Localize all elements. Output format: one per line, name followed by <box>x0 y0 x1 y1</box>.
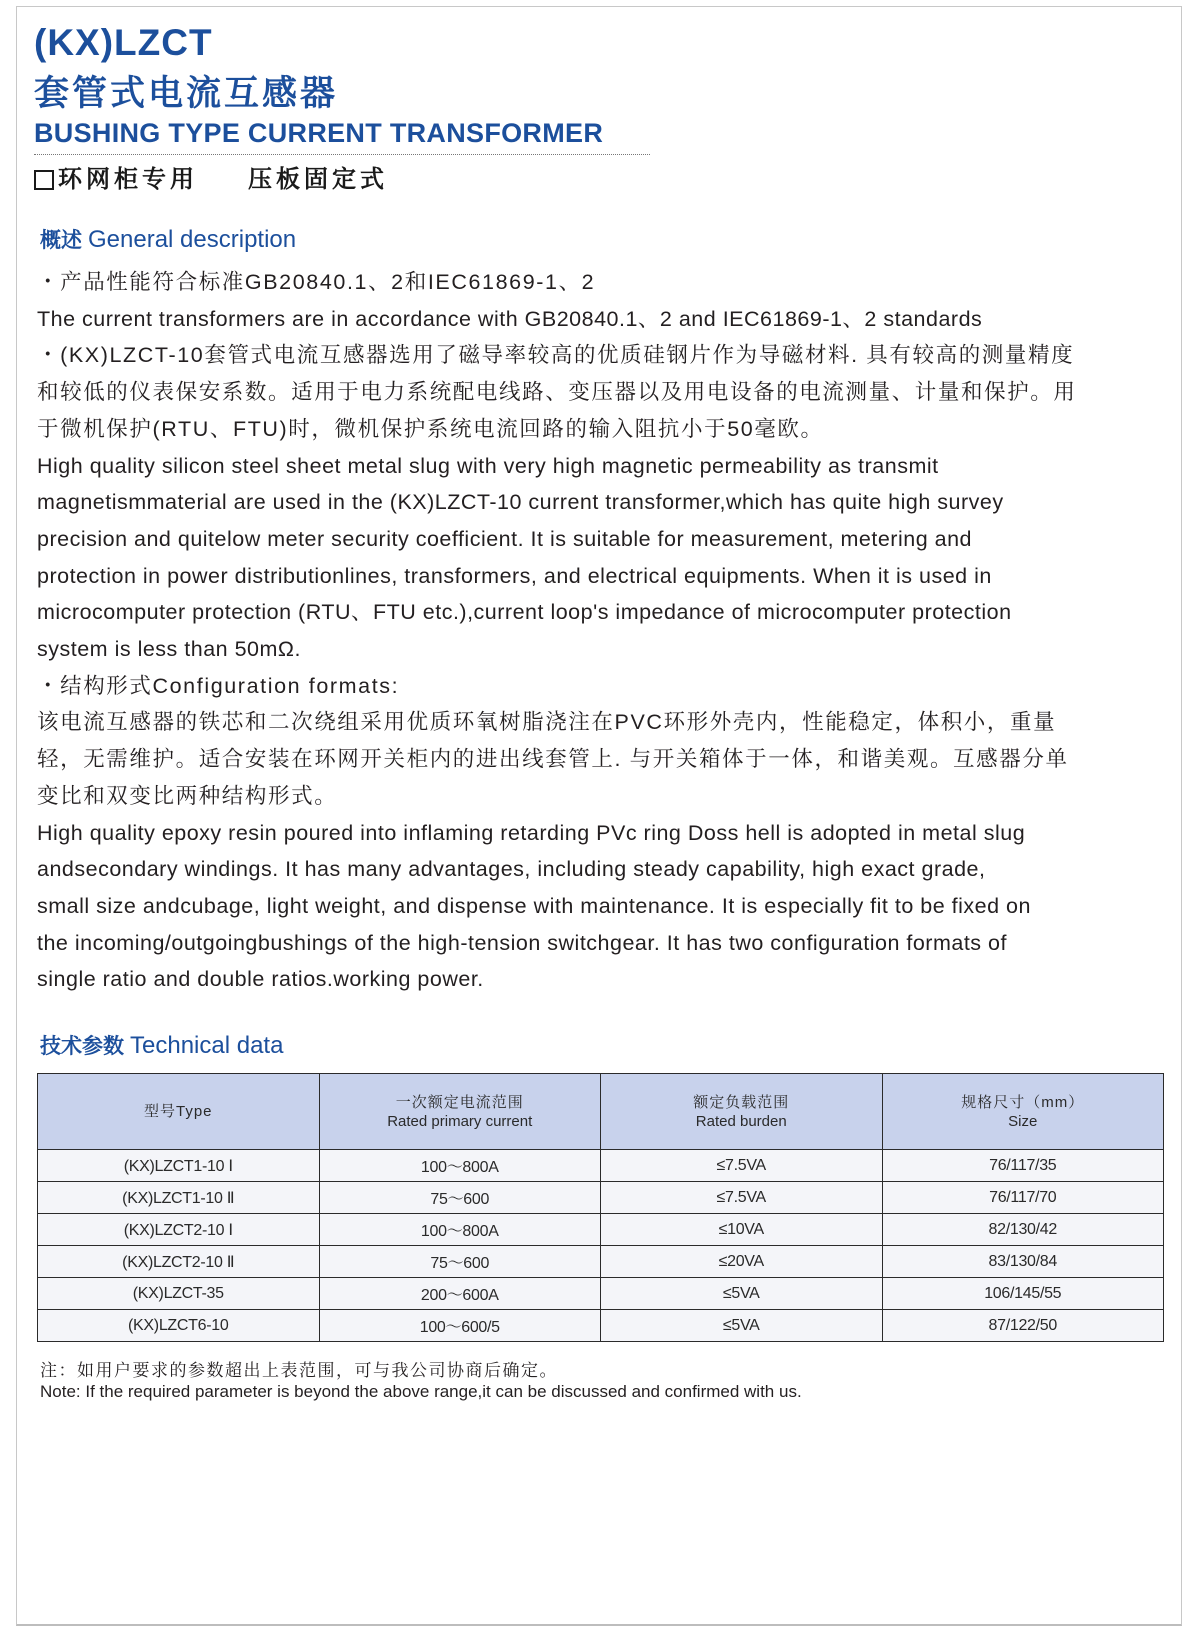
cell-size: 76/117/35 <box>882 1150 1164 1182</box>
desc-line: High quality epoxy resin poured into inflaming retarding PVc ring Doss hell is adopted in metal slug <box>37 820 1026 845</box>
product-title-cn: 套管式电流互感器 <box>34 74 339 113</box>
header-en: Size <box>1008 1112 1038 1130</box>
column-header-rated-primary-current <box>319 1074 601 1150</box>
cell-burden: ≤20VA <box>601 1246 883 1278</box>
table-header-row <box>38 1074 1164 1150</box>
cell-burden: ≤10VA <box>601 1214 883 1246</box>
cell-size: 82/130/42 <box>882 1214 1164 1246</box>
desc-line: High quality silicon steel sheet metal slug with very high magnetic permeability as transmit <box>37 453 939 478</box>
product-code-title: (KX)LZCT <box>34 22 213 63</box>
subtitle-row <box>34 164 388 196</box>
header-cn: 规格尺寸（mm） <box>961 1093 1085 1111</box>
cell-primary-current: 75～600 <box>319 1182 601 1214</box>
desc-line: ・(KX)LZCT-10套管式电流互感器选用了磁导率较高的优质硅钢片作为导磁材料. 具有较高的测量精度 <box>37 343 1075 368</box>
cell-type: (KX)LZCT6-10 <box>38 1310 320 1342</box>
desc-line: The current transformers are in accordance with GB20840.1、2 and IEC61869-1、2 standards <box>37 306 983 331</box>
tag-plate-fixed: 压板固定式 <box>248 166 388 193</box>
cell-type: (KX)LZCT1-10 Ⅱ <box>38 1182 320 1214</box>
cell-primary-current: 75～600 <box>319 1246 601 1278</box>
column-header-rated-burden <box>601 1074 883 1150</box>
technical-data-table <box>37 1073 1164 1342</box>
cell-primary-current: 100～800A <box>319 1150 601 1182</box>
technical-heading-en: Technical data <box>130 1032 284 1059</box>
table-row <box>38 1278 1164 1310</box>
cell-type: (KX)LZCT1-10 Ⅰ <box>38 1150 320 1182</box>
header-en: Rated primary current <box>387 1112 533 1130</box>
cell-size: 83/130/84 <box>882 1246 1164 1278</box>
checkbox-square-icon <box>34 170 54 190</box>
column-header-type <box>38 1074 320 1150</box>
cell-primary-current: 200～600A <box>319 1278 601 1310</box>
table-row <box>38 1150 1164 1182</box>
cell-burden: ≤5VA <box>601 1278 883 1310</box>
desc-line: ・产品性能符合标准GB20840.1、2和IEC61869-1、2 <box>37 270 596 294</box>
cell-burden: ≤7.5VA <box>601 1182 883 1214</box>
desc-line: andsecondary windings. It has many advantages, including steady capability, high exact grade, <box>37 857 986 882</box>
cell-size: 76/117/70 <box>882 1182 1164 1214</box>
cell-type: (KX)LZCT-35 <box>38 1278 320 1310</box>
desc-line: precision and quitelow meter security coefficient. It is suitable for measurement, metering and <box>37 526 973 551</box>
desc-line: 轻，无需维护。适合安装在环网开关柜内的进出线套管上. 与开关箱体于一体，和谐美观。互感器分单 <box>37 747 1069 772</box>
header-en: Rated burden <box>695 1112 787 1130</box>
cell-type: (KX)LZCT2-10 Ⅰ <box>38 1214 320 1246</box>
table-row <box>38 1310 1164 1342</box>
general-heading-cn: 概述 <box>40 229 82 252</box>
footnote-cn: 注：如用户要求的参数超出上表范围，可与我公司协商后确定。 <box>40 1361 558 1380</box>
cell-size: 87/122/50 <box>882 1310 1164 1342</box>
desc-line: 该电流互感器的铁芯和二次绕组采用优质环氧树脂浇注在PVC环形外壳内，性能稳定，体积小，重量 <box>37 710 1057 735</box>
technical-data-heading <box>40 1031 283 1062</box>
dotted-divider <box>34 154 650 155</box>
cell-size: 106/145/55 <box>882 1278 1164 1310</box>
cell-burden: ≤7.5VA <box>601 1150 883 1182</box>
desc-line: 变比和双变比两种结构形式。 <box>37 783 338 808</box>
desc-line: small size andcubage, light weight, and dispense with maintenance. It is especially fit to be fixed on <box>37 893 1031 918</box>
header-cn: 型号Type <box>143 1103 213 1120</box>
cell-primary-current: 100～600/5 <box>319 1310 601 1342</box>
table-row <box>38 1182 1164 1214</box>
desc-line: protection in power distributionlines, transformers, and electrical equipments. When it is used in <box>37 563 992 588</box>
general-heading-en: General description <box>88 226 297 253</box>
desc-line: system is less than 50mΩ. <box>37 637 301 662</box>
desc-line: magnetismmaterial are used in the (KX)LZCT-10 current transformer,which has quite high survey <box>37 490 1004 515</box>
desc-line: ・结构形式Configuration formats: <box>37 673 400 698</box>
desc-line: 和较低的仪表保安系数。适用于电力系统配电线路、变压器以及用电设备的电流测量、计量和保护。用 <box>37 380 1077 405</box>
footnote <box>40 1360 802 1402</box>
desc-line: single ratio and double ratios.working power. <box>37 967 484 992</box>
table-row <box>38 1246 1164 1278</box>
desc-line: 于微机保护(RTU、FTU)时，微机保护系统电流回路的输入阻抗小于50毫欧。 <box>37 416 824 441</box>
column-header-size <box>882 1074 1164 1150</box>
header-cn: 额定负载范围 <box>693 1093 790 1111</box>
general-description-body <box>37 264 1167 998</box>
product-title-en: BUSHING TYPE CURRENT TRANSFORMER <box>34 118 604 148</box>
cell-primary-current: 100～800A <box>319 1214 601 1246</box>
general-description-heading <box>40 225 296 256</box>
cell-burden: ≤5VA <box>601 1310 883 1342</box>
technical-heading-cn: 技术参数 <box>40 1035 124 1058</box>
footnote-en: Note: If the required parameter is beyond the above range,it can be discussed and confirmed with us. <box>40 1382 802 1401</box>
header-cn: 一次额定电流范围 <box>395 1093 524 1111</box>
desc-line: the incoming/outgoingbushings of the high-tension switchgear. It has two configuration formats of <box>37 930 1007 955</box>
desc-line: microcomputer protection (RTU、FTU etc.),current loop's impedance of microcomputer protection <box>37 600 1012 625</box>
cell-type: (KX)LZCT2-10 Ⅱ <box>38 1246 320 1278</box>
table-row <box>38 1214 1164 1246</box>
tag-ring-main-unit: 环网柜专用 <box>58 166 198 193</box>
